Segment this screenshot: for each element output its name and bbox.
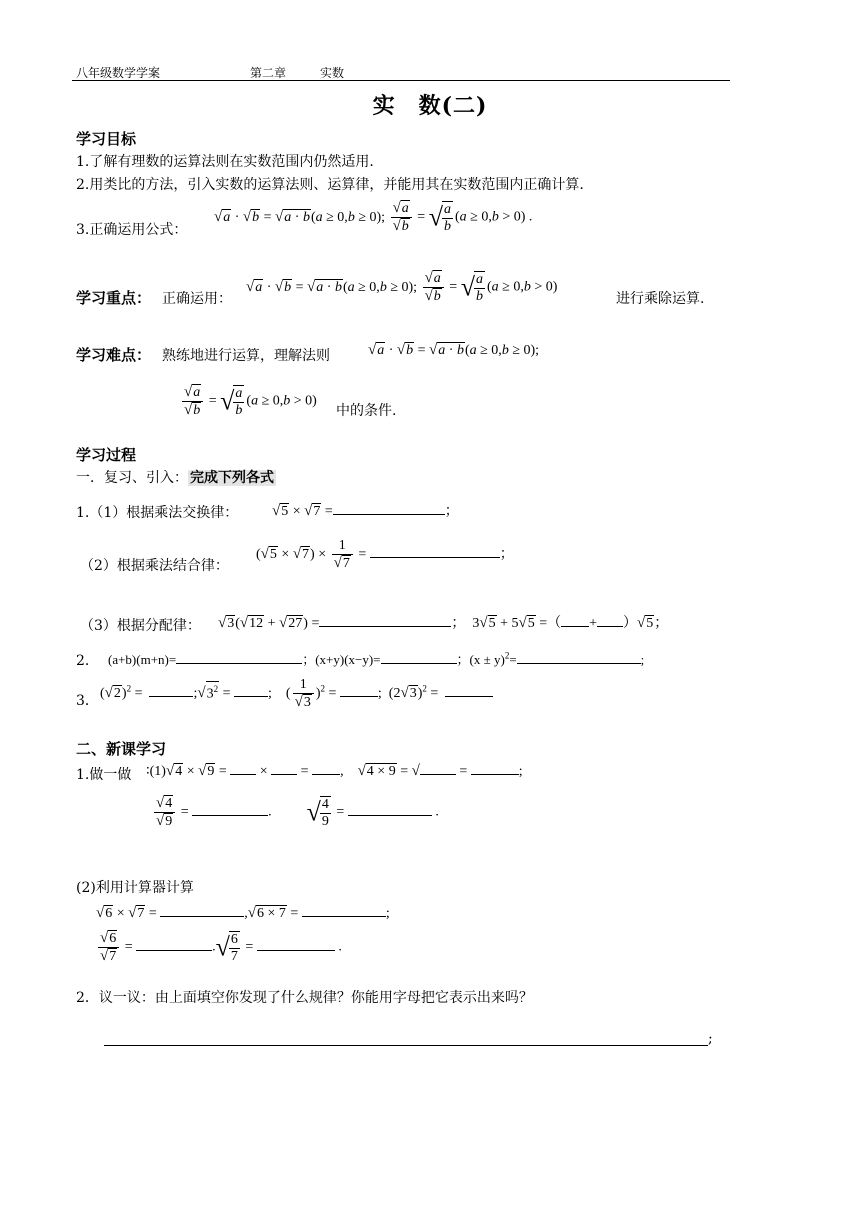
q2-label: 2． — [76, 653, 99, 669]
difficulty-heading: 学习难点： — [76, 346, 152, 364]
try-label: 1.做一做 — [76, 767, 132, 783]
objective-2: 2.用类比的方法，引入实数的运算法则、运算律，并能用其在实数范围内正确计算. — [76, 177, 584, 193]
difficulty-suffix: 中的条件. — [336, 403, 397, 419]
difficulty-formula-2: $\frac{√a}{√b}$ = √ $\frac{a}{b}$ (a ≥ 0,b > 0) — [184, 384, 317, 418]
answer-line-end: ; — [708, 1031, 713, 1047]
page-title: 实 数(二) — [372, 93, 488, 119]
header-rule — [72, 80, 730, 81]
q1-3-label: （3）根据分配律： — [80, 618, 201, 634]
discuss-prompt: 2．议一议：由上面填空你发现了什么规律？你能用字母把它表示出来吗？ — [76, 990, 533, 1006]
calc-expr-1: √6 × √7 = ,√6 × 7 = ; — [96, 905, 390, 921]
key-point-heading: 学习重点： — [76, 289, 152, 307]
key-point-formula: √a · √b = √a · b(a ≥ 0,b ≥ 0); $\frac{√a}{√b}$ = √ $\frac{a}{b}$ (a ≥ 0,b > 0) — [246, 270, 558, 304]
difficulty-formula-1: √a · √b = √a · b(a ≥ 0,b ≥ 0); — [368, 342, 540, 358]
part1-label — [76, 467, 276, 487]
calc-heading: (2)利用计算器计算 — [76, 880, 194, 896]
objective-1: 1.了解有理数的运算法则在实数范围内仍然适用. — [76, 154, 374, 170]
part1-highlight: 完成下列各式 — [190, 470, 274, 486]
q3-expr: $(√2)^2$ = $;√3^2$ = ; ( $\frac{1}{√3}$ )$^2$ = ; $(2√3)^2$ = — [100, 677, 493, 711]
q1-2-label: （2）根据乘法结合律： — [80, 558, 229, 574]
q1-1-expr: √5 × √7 = ； — [272, 503, 459, 519]
header-course: 八年级数学学案 — [76, 66, 161, 80]
q3-label: 3． — [76, 693, 99, 709]
q1-1-label: 1.（1）根据乘法交换律： — [76, 505, 239, 521]
header-chapter: 第二章 — [250, 66, 287, 80]
difficulty-prefix: 熟练地进行运算，理解法则 — [162, 348, 330, 364]
calc-expr-2: $\frac{√6}{√7}$ = .√ $\frac{6}{7}$ = . — [100, 930, 342, 964]
new-lesson-heading: 二、新课学习 — [76, 740, 167, 758]
answer-line — [104, 1045, 708, 1046]
q1-3-expr: √3(√12 + √27) = ； 3√5 + 5√5 =（ + ）√5； — [218, 615, 669, 631]
key-point-prefix: 正确运用： — [162, 291, 232, 307]
try-expr-1: ∶(1)√4 × √9 = × = , √4 × 9 = √ = ; — [146, 763, 523, 779]
q2-expr: (a+b)(m+n)= ；(x+y)(x−y)= ；$(x \pm y)^2=$ ; — [108, 650, 645, 667]
part1-prefix: 一．复习、引入： — [76, 470, 188, 486]
q1-2-expr: (√5 × √7) × $\frac{1}{√7}$ = ； — [256, 538, 514, 571]
try-expr-2: $\frac{√4}{√9}$ = . √ $\frac{4}{9}$ = . — [156, 795, 439, 829]
objective-3-formula: √a · √b = √a · b(a ≥ 0,b ≥ 0); $\frac{√a}{√b}$ = √ $\frac{a}{b}$ (a ≥ 0,b > 0) . — [214, 200, 533, 234]
objective-3-label: 3.正确运用公式： — [76, 222, 188, 238]
key-point-suffix: 进行乘除运算. — [616, 291, 705, 307]
objectives-heading: 学习目标 — [76, 130, 137, 148]
process-heading: 学习过程 — [76, 446, 137, 464]
header-section: 实数 — [320, 66, 345, 80]
